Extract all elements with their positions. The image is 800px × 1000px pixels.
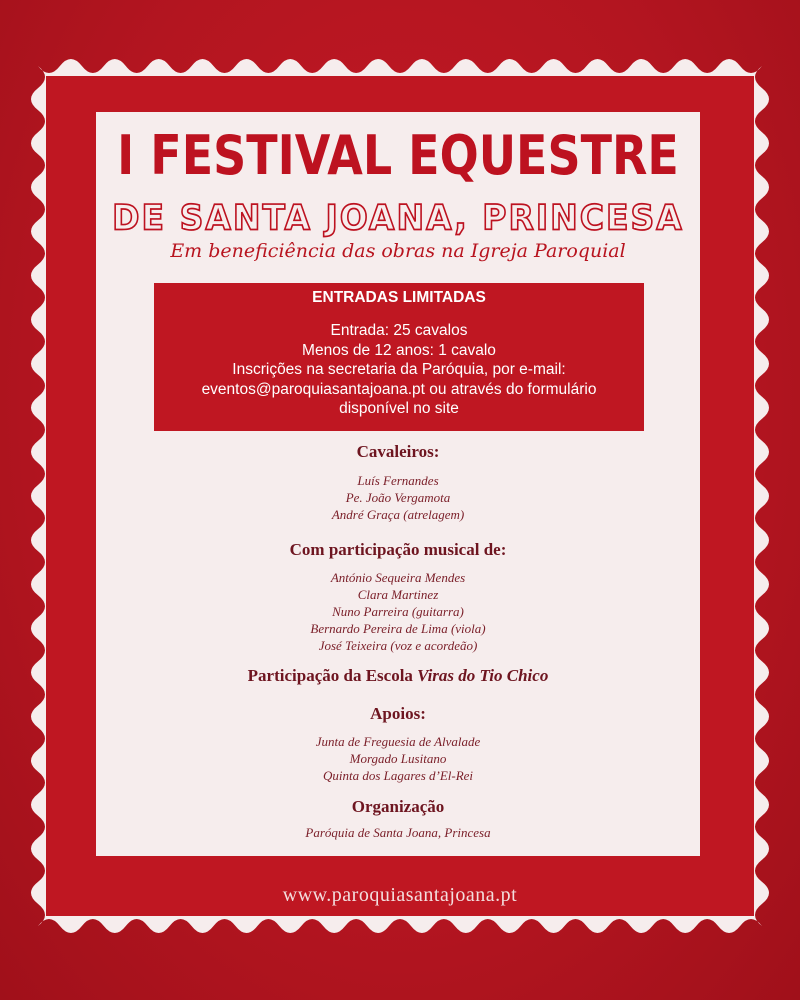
info-line: Inscrições na secretaria da Paróquia, por e-mail:: [232, 361, 566, 378]
info-line: eventos@paroquiasantajoana.pt ou através do formulário: [201, 380, 597, 398]
escola-line: [96, 666, 700, 686]
escola-name: Viras do Tio Chico: [417, 666, 549, 685]
list-item: Clara Martinez: [357, 587, 439, 602]
list-item: António Sequeira Mendes: [330, 570, 466, 585]
list-item: Luís Fernandes: [357, 473, 439, 488]
apoios-title: Apoios:: [370, 704, 426, 723]
musical-list: [96, 569, 700, 654]
info-line: Menos de 12 anos: 1 cavalo: [302, 341, 496, 359]
list-item: Morgado Lusitano: [349, 751, 447, 766]
list-item: Nuno Parreira (guitarra): [332, 604, 464, 619]
apoios-list: [96, 733, 700, 784]
organizacao-title: Organização: [351, 797, 445, 816]
entry-info-box: [154, 283, 644, 431]
list-item: José Teixeira (voz e acordeão): [318, 638, 478, 653]
list-item: Junta de Freguesia de Alvalade: [315, 734, 481, 749]
list-item: Bernardo Pereira de Lima (viola): [310, 621, 486, 636]
benefit-line: Em beneficiência das obras na Igreja Paroquial: [170, 240, 626, 262]
escola-prefix: Participação da Escola: [247, 666, 418, 685]
poster-title: I FESTIVAL EQUESTRE: [117, 123, 679, 187]
info-box-heading: ENTRADAS LIMITADAS: [312, 289, 486, 306]
organizacao-list: [96, 824, 700, 841]
website-link[interactable]: www.paroquiasantajoana.pt: [282, 884, 518, 906]
info-line: Entrada: 25 cavalos: [330, 322, 468, 339]
info-line: disponível no site: [339, 400, 459, 417]
cavaleiros-list: [96, 472, 700, 523]
info-box-lines: [154, 321, 644, 419]
poster-subtitle: DE SANTA JOANA, PRINCESA: [112, 196, 684, 238]
list-item: Paróquia de Santa Joana, Princesa: [305, 825, 491, 840]
list-item: Pe. João Vergamota: [345, 490, 451, 505]
list-item: André Graça (atrelagem): [331, 507, 465, 522]
musical-title: Com participação musical de:: [289, 540, 507, 559]
cavaleiros-title: Cavaleiros:: [356, 442, 440, 461]
list-item: Quinta dos Lagares d’El-Rei: [322, 768, 474, 783]
